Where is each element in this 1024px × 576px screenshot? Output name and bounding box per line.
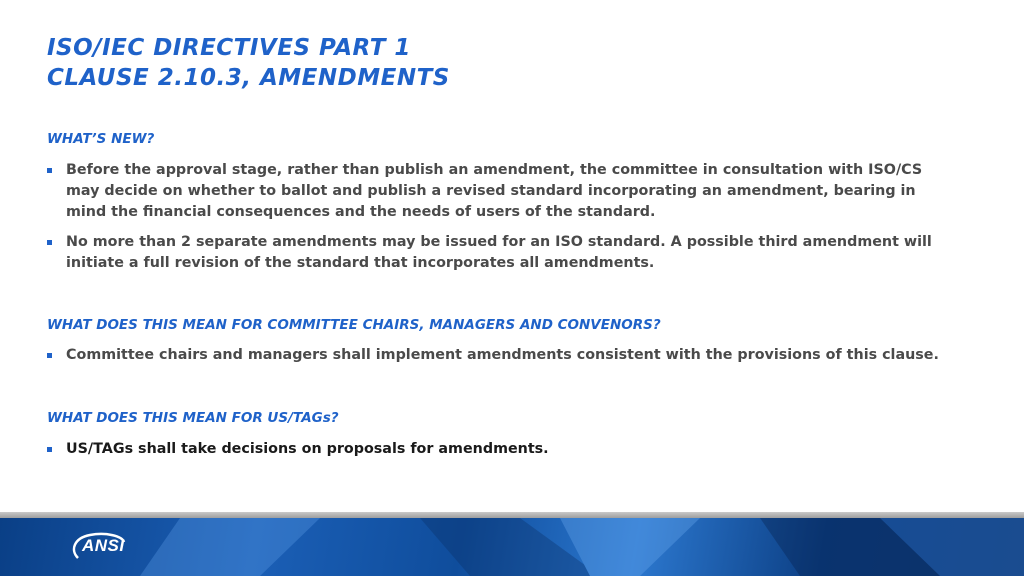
list-item <box>47 160 947 223</box>
footer-banner <box>0 518 1024 576</box>
committee-list <box>47 345 947 375</box>
bullet-text: Before the approval stage, rather than publish an amendment, the committee in consultation with ISO/CS may decide on whether to ballot and publish a revised standard incorporating an amendment, bearing in mind the financial consequences and the needs of users of the standard. <box>66 162 923 220</box>
bullet-text: US/TAGs shall take decisions on proposals for amendments. <box>66 441 549 457</box>
list-item <box>47 232 947 274</box>
list-item <box>47 439 947 460</box>
bullet-icon <box>47 168 52 173</box>
section-heading-committee: WHAT DOES THIS MEAN FOR COMMITTEE CHAIRS, MANAGERS AND CONVENORS? <box>47 317 661 333</box>
logo-text: ANSI <box>82 536 125 555</box>
bullet-text: Committee chairs and managers shall implement amendments consistent with the provisions of this clause. <box>66 347 939 363</box>
whats-new-list <box>47 160 947 283</box>
bullet-icon <box>47 240 52 245</box>
bullet-icon <box>47 353 52 358</box>
list-item <box>47 345 947 366</box>
footer-background-graphic <box>0 518 1024 576</box>
section-heading-whats-new: WHAT’S NEW? <box>47 131 155 147</box>
slide-title <box>47 33 450 93</box>
us-tags-list <box>47 439 947 469</box>
bullet-text: No more than 2 separate amendments may be issued for an ISO standard. A possible third amendment will initiate a full revision of the standard that incorporates all amendments. <box>66 234 932 271</box>
title-line-2: CLAUSE 2.10.3, AMENDMENTS <box>47 65 450 91</box>
section-heading-us-tags: WHAT DOES THIS MEAN FOR US/TAGs? <box>47 410 339 426</box>
title-line-1: ISO/IEC DIRECTIVES PART 1 <box>47 35 411 61</box>
bullet-icon <box>47 447 52 452</box>
ansi-logo <box>68 532 128 562</box>
